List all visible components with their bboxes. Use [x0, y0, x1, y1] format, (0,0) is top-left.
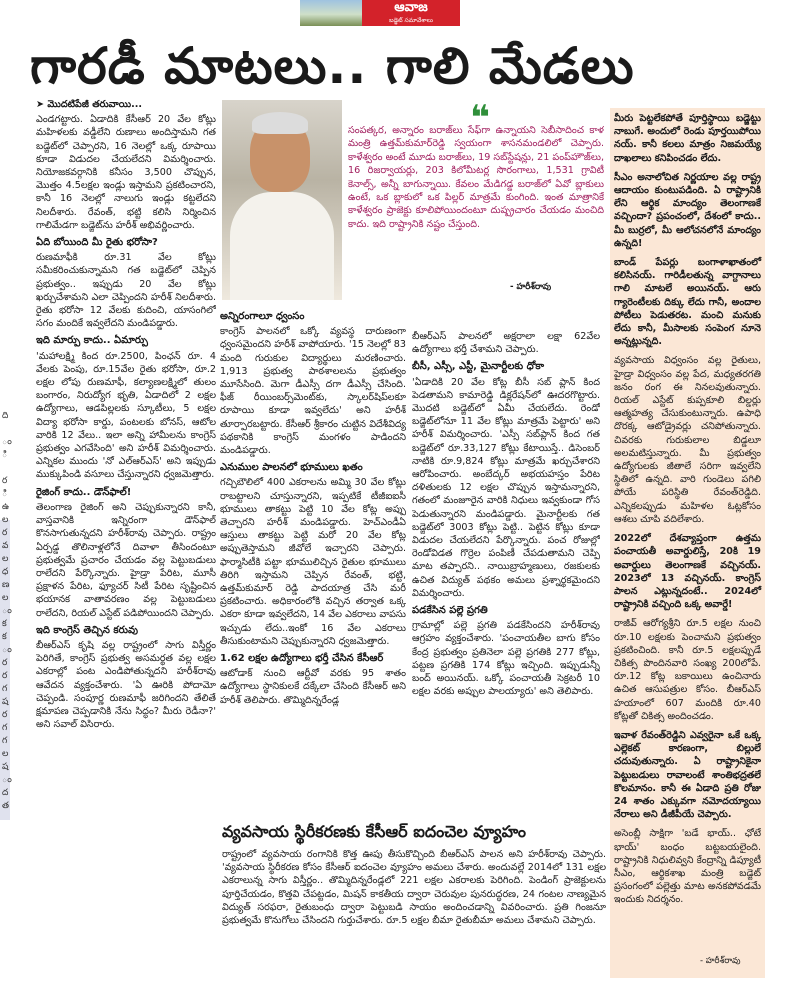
edge-char: ల: [2, 515, 9, 525]
paragraph: ఎండగట్టారు. ఏడాదికి కేసీఆర్ 20 వేల కోట్లు మహిళలకు వడ్డీలేని రుణాలు అందిస్తామని గత బడ్జెట్‌లో చెప్పారని, 16 నెలల్లో ఒక్క రూపాయి కూడా విడుదల చేయలేదని విమర్శించారు. నియోజకవర్గానికి కనీసం 3,500 చొప్పున, మొత్తం 4.5లక్షల ఇండ్లు ఇస్తామని ప్రకటించారని, కానీ 16 నెలల్లో నాలుగు ఇండ్లు కట్టలేదని నిలదీశారు. రేవంత్, భట్టి కలిసి నిర్మించిన గాలిమేడగా బడ్జెట్‌ను హరీశ్ అభివర్ణించారు.: [36, 114, 216, 231]
pull-quote: సంపత్కర, అన్నారం బరాజ్‌లు సేఫ్‌గా ఉన్నాయని సెబీసాదించ కాళ మంత్రి ఉత్తమ్‌కుమార్‌రెడ్డి స్వయంగా శాసనమండలిలో చెప్పారు. కాళేశ్వరం అంటే మూడు బరాజ్‌లు, 19 సబ్‌స్టేషన్లు, 21 పంప్‌హౌజ్‌లు, 16 రిజర్వాయర్లు, 203 కిలోమీటర్ల సొరంగాలు, 1,531 గ్రావిటీ కెనాల్స్, అన్నీ బాగున్నాయి. కేవలం మేడిగడ్డ బరాజ్‌లో ఏవో బ్లాకులు ఉంటే, ఒక బ్లాకులో ఒక పిల్లర్ మాత్రమే కుంగింది. ఇంత మాత్రానికే కాళేశ్వరం ప్రాజెక్టు కూలిపోయిందంటూ దుష్ప్రచారం చేయడం మంచిది కాదు. ఇది రాష్ట్రానికి నష్టం చేస్తుంది.: [348, 125, 604, 230]
edge-char: ం: [2, 437, 12, 447]
subheading: అన్నిరంగాలూ ధ్వంసం: [220, 311, 305, 322]
edge-char: ం: [2, 775, 12, 785]
subheading: ఇది మార్పు కాదు.. ఏమార్పు: [36, 335, 148, 347]
sidebar-paragraph: ఇవాళ రేవంత్‌రెడ్డిని ఎవ్వరైనా ఒకే ఒక్క ఎల్లెకట్ కారణంగా, బిల్లులే చదువుతున్నారు. ఏ రాష్ట్రానికైనా పెట్టుబడులు రావాలంటే శాంతిభద్రతలే కొలమానం. కానీ ఈ ఏడాది ప్రతి రోజు 24 శాతం ఎక్కువగా నమోదయ్యాయి నేరాలు అని డీజీపీయే చెప్పారు.: [614, 729, 761, 821]
edge-char: ధ: [2, 567, 9, 577]
edge-char: గ: [2, 736, 8, 746]
subheading: 1.62 లక్షల ఉద్యోగాలు భర్తీ చేసిన కేసీఆర్: [220, 653, 384, 665]
paragraph: 'ఏడాదికి 20 వేల కోట్ల బీసీ సబ్ ప్లాన్ కింద పెడతామని కామారెడ్డి డిక్లరేషన్‌లో ఊదరగొట్టారు. మొదటి బడ్జెట్‌లో ఏమీ చేయలేదు. రెండో బడ్జెట్‌లోనూ 11 వేల కోట్లు మాత్రమే పెట్టారు' అని హరీశ్ విమర్శించారు. 'ఎస్సీ సబ్‌ప్లాన్ కింద గత బడ్జెట్‌లో రూ.33,127 కోట్లు కేటాయిస్తే.. డిసెంబర్ నాటికి రూ.9,824 కోట్లు మాత్రమే ఖర్చుచేశారని ఆరోపించారు. అంబేద్కర్ అభయహస్తం పేరిట దళితులకు 12 లక్షల చొప్పున ఇస్తామన్నారని, గతంలో మంజూరైన వారికి నిధులు ఇవ్వకుండా గోస పెడుతున్నారని మండిపడ్డారు. మైనార్టీలకు గత బడ్జెట్‌లో 3003 కోట్లు పెట్టి.. పెట్టిన కోట్లు కూడా విడుదల చేయలేదని పేర్కొన్నారు. పంచ రోజుల్లో రెండోవిడత గొర్రెల పంపిణీ చేపడుతామని చెప్పి మాట తప్పారని.. నాయిబ్రాహ్మణులు, రజకులకు ఉచిత విద్యుత్ పథకం అమలు ప్రశ్నార్థకమైందని విమర్శించారు.: [412, 376, 600, 599]
continuation-note: ➤ మొదటిపేజీ తరువాయి...: [36, 99, 142, 110]
edge-char: వ: [2, 541, 9, 551]
subheading: రైజింగ్ కాదు.. డౌన్‌ఫాల్!: [36, 486, 132, 498]
article-column-3: [412, 330, 600, 878]
edge-char: ి: [2, 450, 8, 460]
section-title: వ్యవసాయ స్థిరీకరణకు కేసీఆర్ ఐదంచెల వ్యూహం: [222, 822, 527, 841]
photo-hair: [252, 112, 308, 134]
sidebar-paragraph: మీరు పెట్టలేకపోతే పూర్తిస్థాయి బడ్జెట్టు నాబుగే. అందులో రెండు పూర్తయిపోయి నయ్. కానీ కలలు మాత్రం నిజమయ్యే దాఖలాలు కనిపించడం లేదు.: [614, 113, 761, 164]
article-column-1: [36, 98, 216, 988]
edge-char: గ: [2, 723, 8, 733]
adjacent-column-edge: [0, 410, 14, 830]
paragraph: బీఆర్ఎస్ పాలనలో అక్షరాలా లక్షా 62వేల ఉద్యోగాలు భర్తీ చేశామని చెప్పారు.: [412, 331, 600, 356]
article-column-2: [220, 306, 406, 902]
edge-char: ం: [2, 645, 12, 655]
edge-char: త: [2, 801, 10, 811]
subheading: ఏది బోయింది మీ రైతు భరోసా?: [36, 237, 158, 249]
paragraph: బీఆర్ఎస్ కృషి వల్ల రాష్ట్రంలో సాగు విస్తీర్ణం పెరిగితే, కాంగ్రెస్ ప్రభుత్వ అసమర్థత వల్ల లక్షల ఎకరాల్లో పంట ఎండిపోతున్నదని హరీశ్‌రావు ఆవేదన వ్యక్తంచేశారు. 'ఏ ఊరికి పోదామో చెప్పండి. సంపూర్ణ రుణమాఫీ జరిగిందని తేలితే క్షమాపణ చెప్పడానికి నేను సిద్ధం? మీరు రెడీనా?' అని సవాల్ విసిరారు.: [36, 639, 216, 731]
speaker-photo: [222, 100, 342, 300]
edge-char: ర: [2, 710, 8, 720]
edge-char: క: [2, 619, 7, 629]
photo-shirt: [230, 192, 334, 300]
subheading: ఎనుముల పాలనలో భూములు ఖతం: [220, 462, 363, 474]
edge-char: ర: [2, 671, 8, 681]
sidebar-paragraph: వ్యవసాయ విధ్వంసం వల్ల రైతులు, హైడ్రా విధ్వంసం వల్ల పేద, మధ్యతరగతి జనం రంగ ఈ నినలవుతున్నారు. రియల్ ఎస్టేట్ కుప్పకూలి బిల్డర్లు ఆత్మహత్య చేసుకుంటున్నారు. ఉపాధి దొరక్క ఆటోడ్రైవర్లు చనిపోతున్నారు. చివరకు గురుకులాల బిడ్డలూ అలమటిస్తున్నారు. మీ ప్రభుత్వం ఉద్యోగులకు జీతాలే సరిగా ఇవ్వలేని స్థితిలో ఉన్నది. వారి గుండెలు పగిలి పోయే పరిస్థితి రేవంత్‌రెడ్డిది. ఎన్నికలప్పుడు మహిళల ఓట్లకోసం ఆశలు చూపి వదిలేశారు.: [614, 355, 761, 525]
subheading: ఇది కాంగ్రెస్ తెచ్చిన కరువు: [36, 624, 138, 636]
sidebar-paragraph: బాండ్ పేపర్లు బంగాళాఖాతంలో కలిసినయ్. గారిడీలతున్న వాగ్దానాలు గాలి మాటలే అయినయ్. ఆరు గ్యారెంటీలకు దిక్కు లేదు గానీ, అందాల పోటీలు పెడుతరట. మంచి మనుకు లేదు కానీ, మీసాలకు సంపెంగ నూనె అన్నట్లున్నది.: [614, 257, 761, 348]
page-headline: గారడీ మాటలు.. గాలి మేడలు: [30, 37, 635, 95]
sidebar-quotes: [610, 108, 765, 978]
edge-char: ం: [2, 606, 12, 616]
paragraph: రుణమాఫీకి రూ.31 వేల కోట్లు సమీకరించుకున్నామని గత బడ్జెట్‌లో చెప్పిన ప్రభుత్వం.. ఇప్పుడు 20 వేల కోట్లు ఖర్చుచేశామని ఎలా చెప్పిందని హరీశ్ నిలదీశారు. రైతు భరోసా 12 వేలకు కుదించి, యాసంగిలో సగం మందికే ఇవ్వలేదని మండిపడ్డారు.: [36, 252, 216, 330]
sidebar-paragraph: 2022లో దేశవ్యాప్తంగా ఉత్తమ పంచాయతీ అవార్డులిస్తే, 20కి 19 అవార్డులు తెలంగాణకే వచ్చినయ్. 2023లో 13 వచ్చినయ్. కాంగ్రెస్ పాలన ఎట్లున్నదంటే.. 2024లో రాష్ట్రానికి వచ్చింది ఒక్క అవార్డే!: [614, 533, 761, 611]
edge-char: ర: [2, 528, 8, 538]
edge-char: ల: [2, 554, 9, 564]
edge-char: క: [2, 632, 7, 642]
edge-char: ష: [2, 762, 9, 772]
quote-mark-icon: ❝: [470, 98, 490, 138]
paragraph: తెలంగాణ రైజింగ్ అని చెప్పుకున్నారని కానీ, వాస్తవానికి ఇన్నిరంగా డౌన్‌ఫాల్ కొనసాగుతున్నదని హరీశ్‌రావు చెప్పారు. రాష్ట్రం ఏర్పడ్డ తొలినాళ్లలోనే దివాళా తీసిందంటూ ప్రభుత్వమే ప్రచారం చేయడం వల్ల పెట్టుబడులు రాలేదని పేర్కొన్నారు. హైడ్రా పేరిట, మూసీ ప్రక్షాళన పేరిట, ఫ్యూచర్ సిటీ పేరిట సృష్టించిన భయానక వాతావరణం వల్ల పెట్టుబడులు రాలేదని, రియల్ ఎస్టేట్ పడిపోయిందని చెప్పారు.: [36, 501, 216, 619]
edge-char: ర: [2, 658, 8, 668]
paragraph: 'మహాలక్ష్మి కింద రూ.2500, పింఛన్ రూ. 4 వేలకు పెంపు, రూ.15వేల రైతు భరోసా, రూ.2 లక్షల లోపు రుణమాఫీ, కల్యాణలక్ష్మిలో తులం బంగారం, నిరుద్యోగ భృతి, ఏడాదిలో 2 లక్షల ఉద్యోగాలు, ఆడపిల్లలకు స్కూటీలు, 5 లక్షల విద్యా భరోసా కార్డు, పంటలకు బోనస్, ఆటోల వారికి 12 వేలు.. ఇలా అన్ని హామీలను కాంగ్రెస్ ప్రభుత్వం ఎగవేసింది' అని హరీశ్ విమర్శించారు. ఎన్నికల ముందు 'నో ఎల్ఆర్ఎస్' అని ఇప్పుడు ముక్కుపిండి వసూలు చేస్తున్నారని ధ్వజమెత్తారు.: [36, 350, 216, 481]
edge-char: ి: [2, 489, 8, 499]
edge-char: ణ: [2, 580, 10, 590]
paragraph: గచ్చిబౌలిలో 400 ఎకరాలను అమ్మి 30 వేల కోట్లు రాబట్టాలని చూస్తున్నారని, ఇప్పటికే టీజీఐఐసీ భూములు తాకట్టు పెట్టి 10 వేల కోట్ల అప్పు తెచ్చారని హరీశ్ మండిపడ్డారు. హెచ్ఎండీఏ ఆస్తులు తాకట్టు పెట్టి మరో 20 వేల కోట్ల అప్పుతెస్తామని జీవోలే ఇచ్చారని చెప్పారు. ఫార్మాసిటీకి పట్టా భూములిచ్చిన రైతుల భూములు తిరిగి ఇస్తామని చెప్పిన రేవంత్, భట్టి, ఉత్తమ్‌కుమార్ రెడ్డి పాదయాత్ర చేసి మరీ ప్రకటించారు. అధికారంలోకి వచ్చిన తర్వాత ఒక్క ఎకరా కూడా ఇవ్వలేదని, 14 వేల ఎకరాలు వాపసు ఇచ్చుడు లేదు..ఇంకో 16 వేల ఎకరాలు తీసుకుంటామని చెప్పుకున్నారని ధ్వజమెత్తారు.: [220, 477, 406, 647]
sidebar-author: - హరీశ్‌రావు: [700, 956, 741, 966]
assembly-photo: [300, 0, 362, 26]
edge-char: ది: [2, 411, 9, 421]
edge-char: గ: [2, 684, 8, 694]
paragraph: గ్రామాల్లో పల్లె ప్రగతి పడకేసిందని హరీశ్‌రావు ఆగ్రహం వ్యక్తంచేశారు. 'పంచాయతీల బాగు కోసం కేంద్ర ప్రభుత్వం ప్రతినెలా పల్లె ప్రగతికి 277 కోట్లు, పట్టణ ప్రగతికి 174 కోట్లు ఇచ్చింది. ఇప్పుడున్నీ బంద్ అయినయ్. ఒక్కో పంచాయతీ సెక్రటరీ 10 లక్షల వరకు అప్పుల పాలయ్యారు' అని తెలిపారు.: [412, 620, 600, 698]
edge-char: ర: [2, 476, 8, 486]
edge-char: ష: [2, 697, 9, 707]
sidebar-paragraph: సీఎం అనాలోచిత నిర్ణయాల వల్ల రాష్ట్ర ఆదాయం కుంటుపడింది. ఏ రాష్ట్రానికి లేని ఆర్థిక మాంద్యం తెలంగాణకే వచ్చిందా? ప్రపంచంలో, దేశంలో కాదు.. మీ బుర్రలో, మీ ఆలోచనలోనే మాంద్యం ఉన్నది!: [614, 171, 761, 249]
edge-char: ల: [2, 749, 9, 759]
edge-char: ల: [2, 593, 9, 603]
edge-char: ఉ: [2, 502, 10, 512]
masthead: [300, 0, 460, 28]
paragraph: ఆటోడాక్ నుంచి ఆర్టీవో వరకు 95 శాతం ఉద్యోగాలు స్థానికులకే దక్కేలా చేసింది కేసీఆర్ అని హరీశ్ తెలిపారు. తొమ్మిదిన్నరేండ్ల: [220, 668, 406, 706]
sidebar-paragraph: రాజీవ్ ఆరోగ్యశ్రీని రూ.5 లక్షల నుంచి రూ.10 లక్షలకు పెంచామని ప్రభుత్వం ప్రకటించింది. కానీ రూ.5 లక్షలప్పుడే చికిత్స పొందినవారి సంఖ్య 200లోపే. రూ.12 కోట్ల బకాయిలు ఉంచినారు ఉచిత ఆసుపత్రుల కోసం. బీఆర్ఎస్ హయాంలో 607 మందికి రూ.40 కోట్లతో చికిత్స అందించడం.: [614, 618, 761, 722]
paragraph: కాంగ్రెస్ పాలనలో ఒక్కో వ్యవస్థ దారుణంగా ధ్వంసమైందని హరీశ్ వాపోయారు. '15 నెలల్లో 83 మంది గురుకుల విద్యార్థులు మరణించారు. 1,913 ప్రభుత్వ పాఠశాలలను ప్రభుత్వం మూసేసింది. మెగా డీఎస్సీ దగా డీఎస్సీ చేసింది. ఫీజ్ రీయింబర్స్‌మెంట్‌కు, స్కాలర్‌షిప్‌లకూ రూపాయి కూడా ఇవ్వలేదు' అని హరీశ్ తూర్పారబట్టారు. కేసీఆర్ శ్రీకారం చుట్టిన విదేశీవిద్య పథకానికి కాంగ్రెస్ మంగళం పాడిందని మండిపడ్డారు.: [220, 326, 406, 457]
section-paragraph: రాష్ట్రంలో వ్యవసాయ రంగానికి కొత్త ఊపు తీసుకొచ్చింది బీఆర్ఎస్ పాలన అని హరీశ్‌రావు చెప్పారు. 'వ్యవసాయ స్థిరీకరణ కోసం కేసీఆర్ ఐదంచెల వ్యూహం అమలు చేశారు. అందువల్లే 2014లో 131 లక్షల ఎకరాలున్న సాగు విస్తీర్ణం.. తొమ్మిదిన్నరేండ్లలో 221 లక్షల ఎకరాలకు పెరిగింది. పెండింగ్ ప్రాజెక్టులను పూర్తిచేయడం, కొత్తవి చేపట్టడం, మిషన్ కాకతీయ ద్వారా చెరువుల పునరుద్ధరణ, 24 గంటల నాణ్యమైన విద్యుత్ సరఫరా, రైతుబంధు ద్వారా పెట్టుబడి సాయం అందించడాన్ని వివరించారు. ప్రతి గింజనూ ప్రభుత్వమే కొనుగోలు చేసిందని గుర్తుచేశారు. రూ.5 లక్షల బీమా రైతుబీమా అమలు చేశామని చెప్పారు.: [222, 849, 606, 927]
sidebar-paragraph: అసెంబ్లీ సాక్షిగా 'బడే భాయ్.. ఛోటే భాయ్' బంధం బట్టబయలైంది. రాష్ట్రానికి నిధులివ్వని కేంద్రాన్ని డిప్యూటీ సీఎం, ఆర్థికశాఖ మంత్రి బడ్జెట్ ప్రసంగంలో పల్లెత్తు మాట అనకపోవడమే ఇందుకు నిదర్శనం.: [614, 828, 761, 906]
edge-char: ద: [2, 788, 9, 798]
subheading: బీసీ, ఎస్సీ, ఎస్టీ, మైనార్టీలకు ధోకా: [412, 361, 545, 373]
masthead-subtitle: బడ్జెట్ సమావేశాలు: [389, 17, 433, 24]
quote-author: - హరీశ్‌రావు: [510, 282, 552, 292]
masthead-logo: ఆవాజ: [362, 0, 460, 26]
subheading: పడకేసిన పల్లె ప్రగతి: [412, 605, 488, 617]
